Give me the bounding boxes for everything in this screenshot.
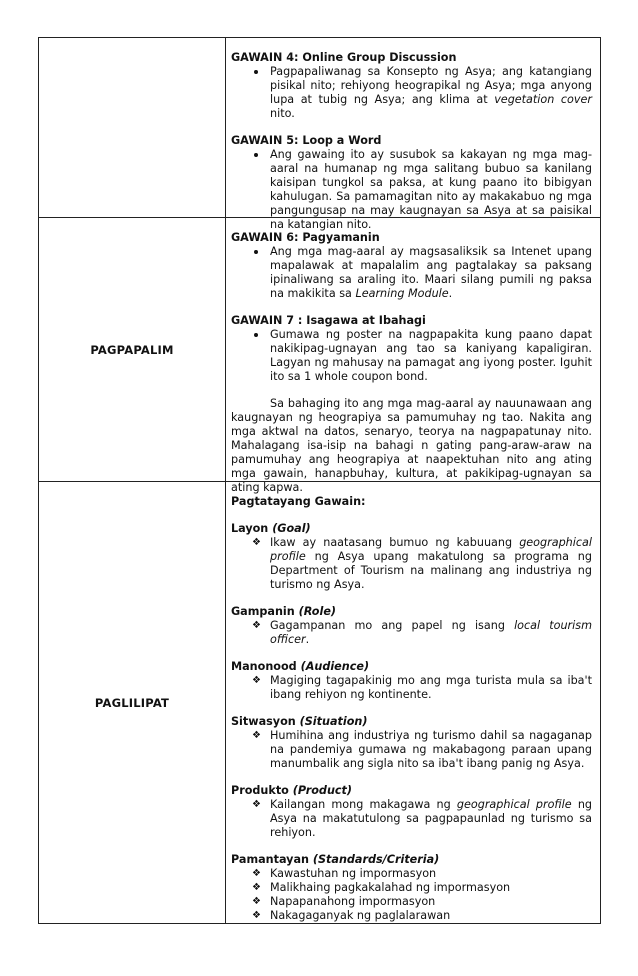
gampanin-item: ❖ Gagampanan mo ang papel ng isang local tourism officer. (252, 619, 592, 646)
sitwasyon-block (231, 715, 592, 771)
sitwasyon-item: ❖ Humihina ang industriya ng turismo dahil sa nagaganap na pandemiya gumawa ng makabagong paraan upang manumbalik ang sigla nito sa iba't ibang panig ng Asya. (252, 729, 592, 770)
assessment-heading-block (231, 495, 592, 509)
diamond-bullet-icon: ❖ (252, 675, 261, 686)
table-row-pagpapalim (39, 218, 600, 494)
summary-paragraph: Sa bahaging ito ang mga mag-aaral ay nauunawaan ang kaugnayan ng heograpiya sa pamumuhay ng tao. Nakita ang mga aktwal na datos, senaryo, teorya na nagpapatunay nito. Mahalagang isa-isip na bahagi n gating pang-araw-araw na pamumuhay ang heograpiya at naapektuhan nito ang ating mga gawain, hanapbuhay, kultura, at pakikipag-ugnayan sa ating kapwa. (231, 397, 592, 494)
diamond-bullet-icon: ❖ (252, 730, 261, 741)
gawain-5-title: GAWAIN 5: Loop a Word (231, 134, 382, 147)
table-row-paglilipat (39, 482, 600, 923)
pamantayan-title: Pamantayan (Standards/Criteria) (231, 853, 440, 866)
diamond-bullet-icon: ❖ (252, 799, 261, 810)
gawain-5-bullet: Ang gawaing ito ay susubok sa kakayan ng mga mag-aaral na humanap ng mga salitang bubuo sa kanilang kaisipan tungkol sa paksa, at kung paano ito bibigyan kahulugan. Sa pamamagitan nito ay makakabuo ng mga pangungusap na may kaugnayan sa Asya at sa paisikal na katangian nito. (231, 148, 592, 232)
bullet-icon (254, 333, 258, 337)
gawain-6-block (231, 231, 592, 301)
sitwasyon-title: Sitwasyon (Situation) (231, 715, 368, 728)
diamond-bullet-icon: ❖ (252, 882, 261, 893)
pamantayan-block (231, 853, 592, 923)
row-content-cell (226, 218, 600, 494)
lesson-plan-table (38, 37, 601, 924)
manonood-item: ❖ Magiging tagapakinig mo ang mga turista mula sa iba't ibang rehiyon ng kontinente. (252, 674, 592, 701)
row-label-cell (39, 38, 226, 217)
gampanin-title: Gampanin (Role) (231, 605, 337, 618)
layon-block (231, 522, 592, 592)
row-label-cell (39, 218, 226, 481)
bullet-icon (254, 70, 258, 74)
gawain-7-bullet: Gumawa ng poster na nagpapakita kung paano dapat nakikipag-ugnayan ang tao sa kaniyang kapaligiran. Lagyan ng mahusay na pamagat ang iyong poster. Iguhit ito sa 1 whole coupon bond. (231, 328, 592, 384)
row-label-cell (39, 482, 226, 923)
row-content-cell (226, 38, 600, 231)
produkto-block (231, 784, 592, 840)
diamond-bullet-icon: ❖ (252, 910, 261, 921)
table-row-gawain-4-5 (39, 38, 600, 231)
row-label-pagpapalim: PAGPAPALIM (90, 342, 174, 357)
diamond-bullet-icon: ❖ (252, 868, 261, 879)
criteria-item: ❖ Kawastuhan ng impormasyon (252, 867, 437, 880)
produkto-item: ❖ Kailangan mong makagawa ng geographical profile ng Asya na makatutulong sa pagpapaunlad ng turismo sa rehiyon. (252, 798, 593, 839)
criteria-item: ❖ Nakagaganyak ng paglalarawan (252, 909, 451, 922)
diamond-bullet-icon: ❖ (252, 537, 261, 548)
gawain-7-title: GAWAIN 7 : Isagawa at Ibahagi (231, 314, 426, 327)
assessment-heading: Pagtatayang Gawain: (231, 495, 366, 508)
layon-item: ❖ Ikaw ay naatasang bumuo ng kabuuang geographical profile ng Asya upang makatulong sa programa ng Department of Tourism na malinang ang industriya ng turismo ng Asya. (252, 536, 592, 591)
layon-title: Layon (Goal) (231, 522, 311, 535)
criteria-item: ❖ Malikhaing pagkakalahad ng impormasyon (252, 881, 511, 894)
manonood-block (231, 660, 592, 702)
row-label-paglilipat: PAGLILIPAT (94, 695, 170, 710)
gawain-7-block (231, 314, 592, 384)
diamond-bullet-icon: ❖ (252, 620, 261, 631)
bullet-icon (254, 250, 258, 254)
diamond-bullet-icon: ❖ (252, 896, 261, 907)
produkto-title: Produkto (Product) (231, 784, 353, 797)
bullet-icon (254, 153, 258, 157)
gawain-4-block (231, 51, 592, 121)
gawain-4-title: GAWAIN 4: Online Group Discussion (231, 51, 457, 64)
gawain-6-bullet: Ang mga mag-aaral ay magsasaliksik sa Intenet upang mapalawak at mapalalim ang pagtalakay sa paksang ipinaliwang sa araling ito. Maari silang pumili ng paksa na makikita sa Learning Module. (231, 245, 592, 301)
criteria-item: ❖ Napapanahong impormasyon (252, 895, 436, 908)
gawain-6-title: GAWAIN 6: Pagyamanin (231, 231, 380, 244)
gawain-4-bullet: Pagpapaliwanag sa Konsepto ng Asya; ang katangiang pisikal nito; rehiyong heograpikal ng Asya; mga anyong lupa at tubig ng Asya; ang klima at vegetation cover nito. (231, 65, 592, 121)
manonood-title: Manonood (Audience) (231, 660, 370, 673)
row-content-cell (226, 482, 600, 923)
gampanin-block (231, 605, 592, 647)
